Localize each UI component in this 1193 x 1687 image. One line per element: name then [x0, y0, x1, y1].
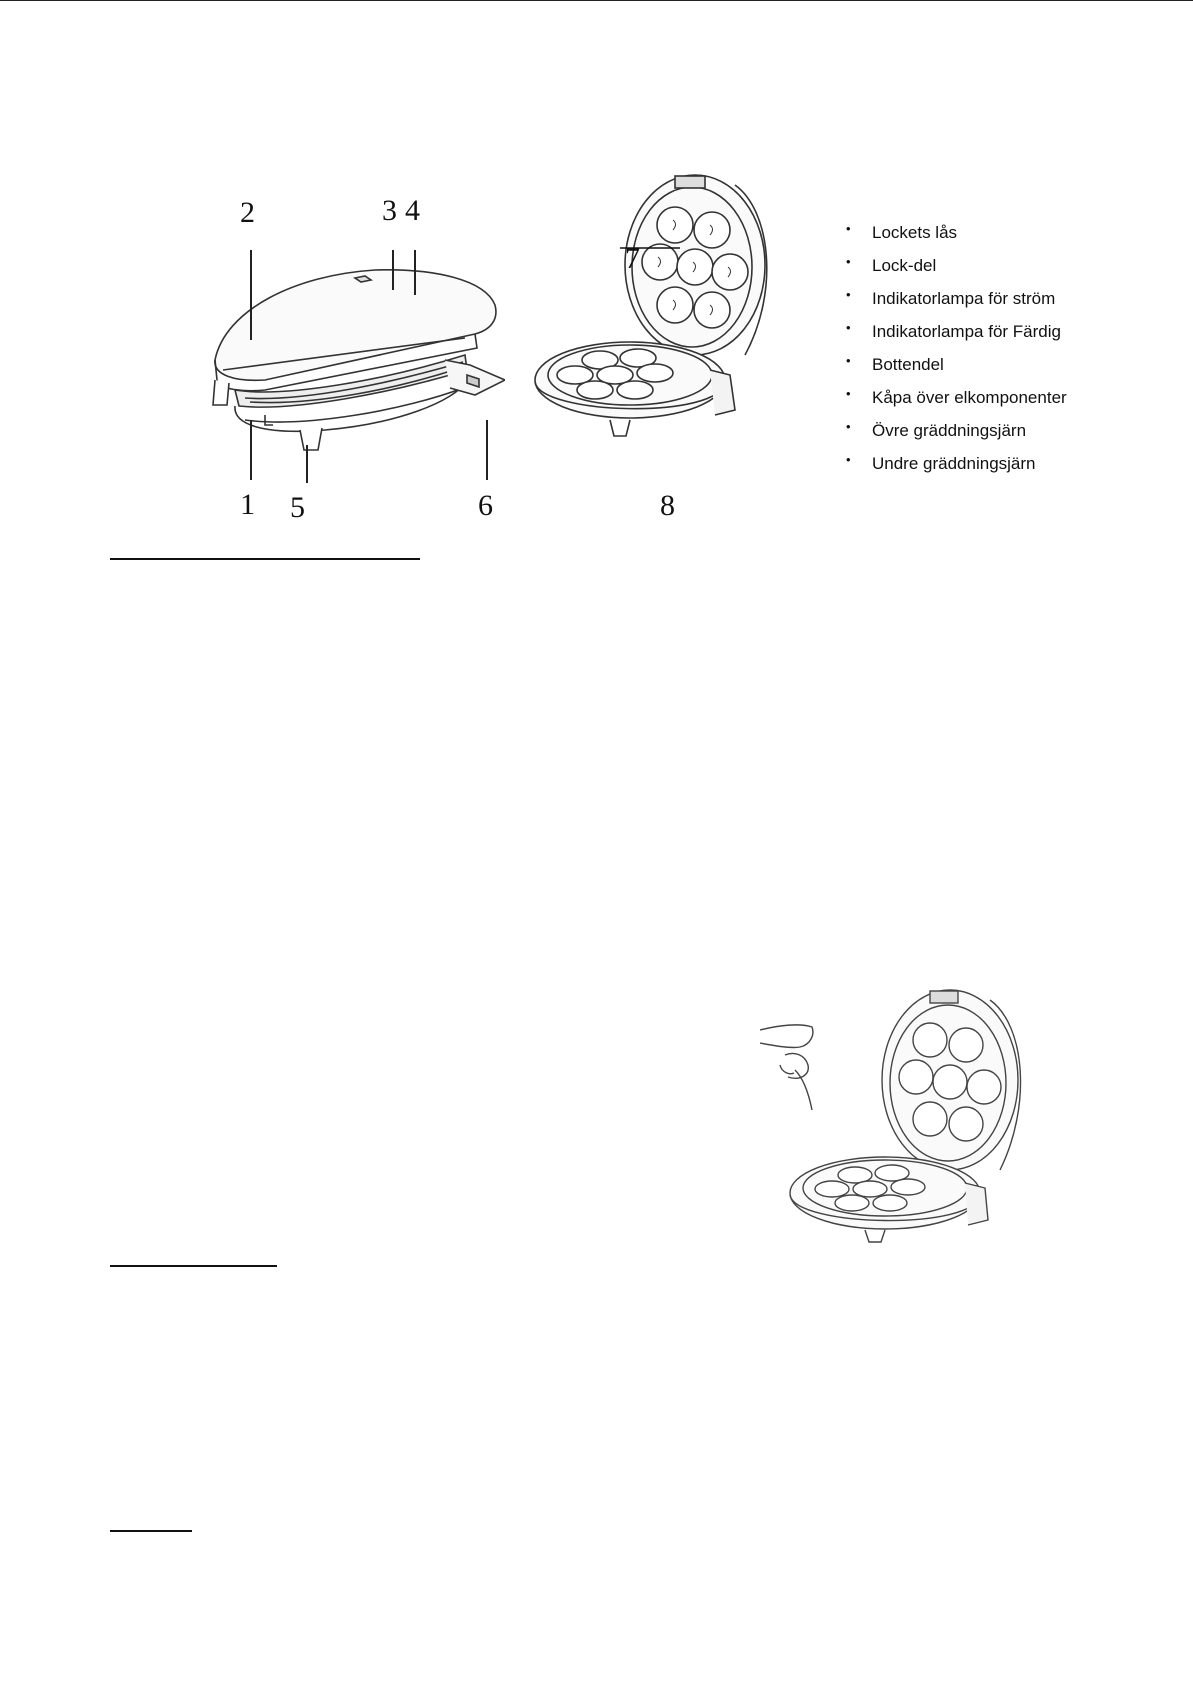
- legend-item: [840, 220, 1067, 253]
- legend-item: [840, 286, 1067, 319]
- leader-line-2: [250, 250, 252, 340]
- legend-item-label: Övre gräddningsjärn: [872, 421, 1027, 440]
- bullet-icon: •: [846, 221, 851, 236]
- legend-item-label: Kåpa över elkomponenter: [872, 388, 1067, 407]
- callout-6: 6: [478, 489, 493, 522]
- section-heading-underline: [110, 1265, 277, 1267]
- bullet-icon: •: [846, 254, 851, 269]
- callout-5: 5: [290, 491, 305, 524]
- bullet-icon: •: [846, 419, 851, 434]
- leader-line-5: [306, 445, 308, 483]
- bullet-icon: •: [846, 386, 851, 401]
- page-footer-rule: [0, 0, 1193, 1]
- callout-2: 2: [240, 196, 255, 229]
- parts-legend: [840, 220, 1067, 484]
- legend-item-label: Lock-del: [872, 256, 937, 275]
- usage-illustration: [760, 985, 1080, 1245]
- legend-item-label: Bottendel: [872, 355, 944, 374]
- leader-line-4: [414, 250, 416, 295]
- callout-8: 8: [660, 489, 675, 522]
- legend-item: [840, 352, 1067, 385]
- legend-item-label: Indikatorlampa för ström: [872, 289, 1056, 308]
- callout-4: 4: [405, 194, 420, 227]
- legend-item: [840, 319, 1067, 352]
- leader-line-3: [392, 250, 394, 290]
- legend-item: [840, 385, 1067, 418]
- legend-item: [840, 451, 1067, 484]
- open-appliance-illustration: [530, 170, 790, 470]
- callout-1: 1: [240, 488, 255, 521]
- callout-7: 7: [625, 242, 640, 275]
- legend-item-label: Undre gräddningsjärn: [872, 454, 1036, 473]
- section-heading-underline: [110, 558, 420, 560]
- legend-item-label: Indikatorlampa för Färdig: [872, 322, 1061, 341]
- leader-line-6: [486, 420, 488, 480]
- callout-3: 3: [382, 194, 397, 227]
- legend-item: [840, 253, 1067, 286]
- bullet-icon: •: [846, 287, 851, 302]
- section-heading-underline: [110, 1530, 192, 1532]
- leader-line-1: [250, 420, 252, 480]
- legend-item: [840, 418, 1067, 451]
- bullet-icon: •: [846, 320, 851, 335]
- bullet-icon: •: [846, 353, 851, 368]
- legend-item-label: Lockets lås: [872, 223, 958, 242]
- bullet-icon: •: [846, 452, 851, 467]
